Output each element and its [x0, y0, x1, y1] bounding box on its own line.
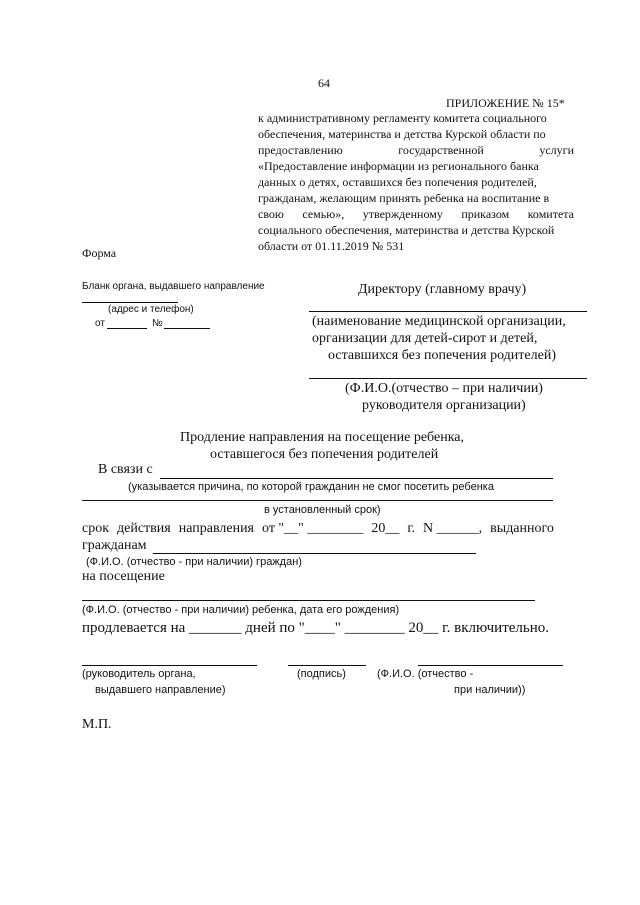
appendix-line: свою семью», утвержденному приказом комитета: [258, 207, 574, 221]
validity-word: действия: [117, 521, 171, 536]
signature-line: [288, 665, 366, 666]
fio-hint-1: (Ф.И.О. (отчество -: [377, 668, 474, 680]
appendix-line: «Предоставление информации из регионального банка: [258, 159, 539, 173]
reason-hint-1: (указывается причина, по которой гражданин не смог посетить ребенка: [128, 481, 494, 493]
org-name-line: [309, 311, 587, 312]
org-hint-2: организации для детей-сирот и детей,: [312, 331, 538, 346]
child-hint: (Ф.И.О. (отчество - при наличии) ребенка, дата его рождения): [82, 604, 400, 616]
validity-word: г.: [407, 521, 416, 536]
issuer-address-hint: (адрес и телефон): [108, 304, 194, 315]
extended-line: продлевается на _______ дней по "____" ________ 20__ г. включительно.: [82, 620, 550, 636]
validity-line: [82, 521, 554, 537]
appendix-title: ПРИЛОЖЕНИЕ № 15*: [446, 96, 565, 110]
validity-word: срок: [82, 521, 110, 536]
visit-label: на посещение: [82, 569, 165, 584]
issuer-number-line: [164, 328, 210, 329]
org-hint-3: оставшихся без попечения родителей): [328, 348, 556, 363]
doc-title-line-1: Продление направления на посещение ребенка,: [180, 430, 465, 445]
head-hint-1: (руководитель органа,: [82, 668, 196, 680]
appendix-line: к административному регламенту комитета социального: [258, 111, 547, 125]
reason-line: [160, 478, 553, 479]
head-name-line: [309, 378, 587, 379]
fio-signature-line: [418, 665, 563, 666]
validity-date: от "__" ________: [262, 521, 364, 536]
stamp-label: М.П.: [82, 717, 112, 732]
citizens-label: гражданам: [82, 538, 147, 553]
page-number: 64: [318, 76, 330, 90]
appendix-line: предоставлению государственной услуги: [258, 143, 574, 157]
fio-hint-2: при наличии)): [454, 684, 526, 696]
citizens-hint: (Ф.И.О. (отчество - при наличии) граждан): [86, 556, 302, 568]
child-line: [82, 600, 535, 601]
validity-year: 20__: [371, 521, 400, 536]
signature-hint: (подпись): [297, 668, 346, 680]
reason-line-2: [82, 500, 553, 501]
validity-word: направления: [178, 521, 254, 536]
head-hint-1: (Ф.И.О.(отчество – при наличии): [345, 381, 543, 396]
issuer-from: от: [95, 318, 105, 329]
appendix-line: социального обеспечения, материнства и детства Курской: [258, 223, 555, 237]
head-signature-line: [82, 665, 257, 666]
citizens-line: [153, 553, 476, 554]
due-to-label: В связи с: [98, 462, 153, 477]
head-hint-2: руководителя организации): [362, 398, 526, 413]
org-hint-1: (наименование медицинской организации,: [312, 314, 566, 329]
address-line: [82, 302, 178, 303]
appendix-line: гражданам, желающим принять ребенка на воспитание в: [258, 191, 550, 205]
reason-hint-2: в установленный срок): [264, 504, 381, 516]
appendix-line: области от 01.11.2019 № 531: [258, 239, 405, 253]
validity-word: выданного: [490, 521, 554, 536]
issuer-number-sign: №: [152, 318, 163, 329]
validity-number: N ______,: [423, 521, 483, 536]
doc-title-line-2: оставшегося без попечения родителей: [210, 447, 439, 462]
appendix-line: данных о детях, оставшихся без попечения родителей,: [258, 175, 537, 189]
head-hint-2: выдавшего направление): [95, 684, 226, 696]
form-label: Форма: [82, 246, 117, 260]
issuer-blank: Бланк органа, выдавшего направление: [82, 281, 265, 292]
addressee-director: Директору (главному врачу): [358, 282, 527, 297]
appendix-line: обеспечения, материнства и детства Курской области по: [258, 127, 546, 141]
issuer-date-line: [107, 328, 147, 329]
